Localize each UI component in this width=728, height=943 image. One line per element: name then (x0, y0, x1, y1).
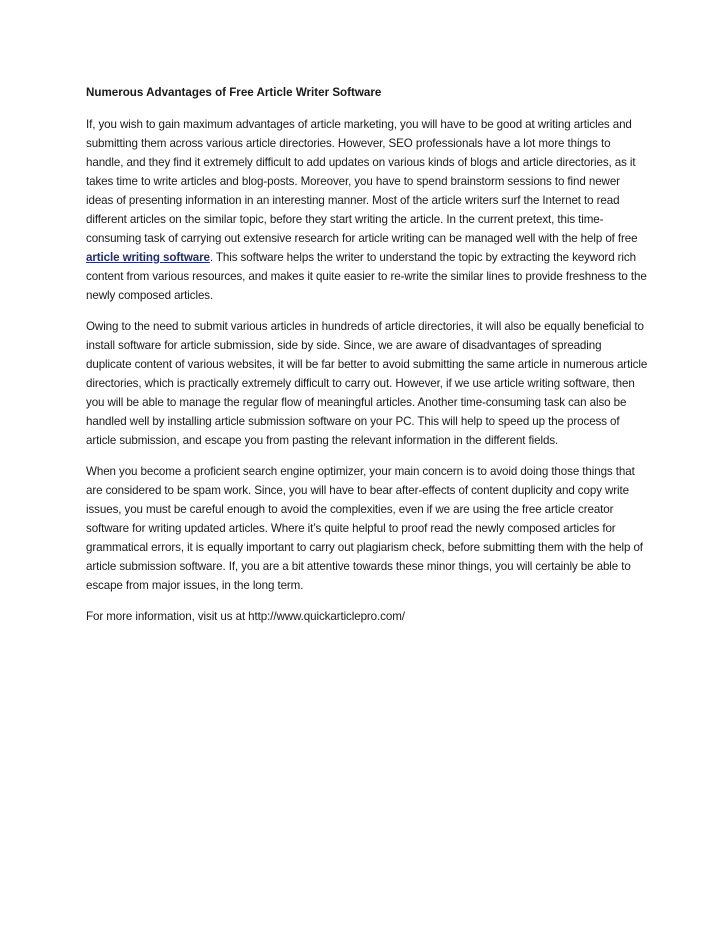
article-writing-software-link[interactable]: article writing software (86, 251, 210, 264)
paragraph-1-text-after-link: . This software helps the writer to understand the topic by extracting the keyword rich content from various resources, and makes it quite easier to re-write the similar lines to provide freshness to the newly composed articles. (86, 251, 647, 302)
paragraph-1 (86, 115, 648, 305)
paragraph-4: For more information, visit us at http://www.quickarticlepro.com/ (86, 610, 405, 623)
paragraph-3: When you become a proficient search engine optimizer, your main concern is to avoid doing those things that are considered to be spam work. Since, you will have to bear after-effects of content duplicity and copy write issues, you must be careful enough to avoid the complexities, even if we are using the free article creator software for writing updated articles. Where it’s quite helpful to proof read the newly composed articles for grammatical errors, it is equally important to carry out plagiarism check, before submitting them with the help of article submission software. If, you are a bit attentive towards these minor things, you will certainly be able to escape from major issues, in the long term. (86, 465, 643, 592)
document-title: Numerous Advantages of Free Article Writer Software (86, 86, 382, 99)
paragraph-1-text-before-link: If, you wish to gain maximum advantages of article marketing, you will have to be good at writing articles and submitting them across various article directories. However, SEO professionals have a lot more things to handle, and they find it extremely difficult to add updates on various kinds of blogs and article directories, as it takes time to write articles and blog-posts. Moreover, you have to spend brainstorm sessions to find newer ideas of presenting information in an interesting manner. Most of the article writers surf the Internet to read different articles on the similar topic, before they start writing the article. In the current pretext, this time-consuming task of carrying out extensive research for article writing can be managed well with the help of free (86, 118, 638, 245)
document-body (86, 83, 648, 638)
paragraph-2: Owing to the need to submit various articles in hundreds of article directories, it will also be equally beneficial to install software for article submission, side by side. Since, we are aware of disadvantages of spreading duplicate content of various websites, it will be far better to avoid submitting the same article in numerous article directories, which is practically extremely difficult to carry out. However, if we use article writing software, then you will be able to manage the regular flow of meaningful articles. Another time-consuming task can also be handled well by installing article submission software on your PC. This will help to speed up the process of article submission, and escape you from pasting the relevant information in the different fields. (86, 320, 648, 447)
